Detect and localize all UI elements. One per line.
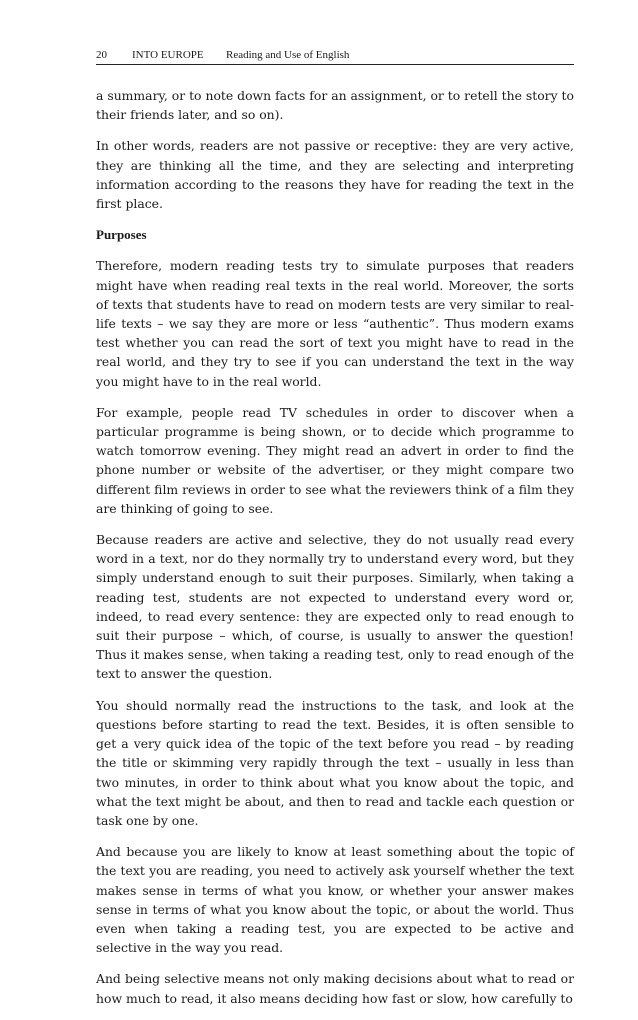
book-title: Reading and Use of English (226, 49, 350, 61)
section-heading: Purposes (96, 227, 147, 243)
body-text (96, 86, 574, 1020)
paragraph-4: For example, people read TV schedules in order to discover when a particular programme is being shown, or to decide which programme to watch tomorrow evening. They might read an advert in order to find the phone number or website of the advertiser, or they might compare two different film reviews in order to see what the reviewers think of a film they are thinking of going to see. (96, 404, 574, 516)
paragraph-6: You should normally read the instructions to the task, and look at the questions before starting to read the text. Besides, it is often sensible to get a very quick idea of the topic of the text before you read – by reading the title or skimming very rapidly through the text – usually in less than two minutes, in order to think about what you know about the topic, and what the text might be about, and then to read and tackle each question or task one by one. (96, 697, 574, 828)
paragraph-5: Because readers are active and selective, they do not usually read every word in a text, nor do they normally try to understand every word, but they simply understand enough to suit their purposes. Similarly, when taking a reading test, students are not expected to understand every word or, indeed, to read every sentence: they are expected only to read enough to suit their purpose – which, of course, is usually to answer the question! Thus it makes sense, when taking a reading test, only to read enough of the text to answer the question. (96, 532, 574, 682)
paragraph-7: And because you are likely to know at least something about the topic of the text you are reading, you need to actively ask yourself whether the text makes sense in terms of what you know, or whether your answer makes sense in terms of what you know about the topic, or about the world. Thus even when taking a reading test, you are expected to be active and selective in the way you read. (96, 844, 574, 956)
running-header (96, 48, 574, 65)
paragraph-1: a summary, or to note down facts for an assignment, or to retell the story to their friends later, and so on). (96, 88, 574, 123)
paragraph-2: In other words, readers are not passive or receptive: they are very active, they are thinking all the time, and they are selecting and interpreting information according to the reasons they have for reading the text in the first place. (96, 138, 574, 212)
paragraph-8: And being selective means not only making decisions about what to read or how much to read, it also means deciding how fast or slow, how carefully to (96, 971, 574, 1006)
page-number: 20 (96, 49, 107, 61)
paragraph-3: Therefore, modern reading tests try to simulate purposes that readers might have when reading real texts in the real world. Moreover, the sorts of texts that students have to read on modern tests are very similar to real-life texts – we say they are more or less “authentic”. Thus modern exams test whether you can read the sort of text you might have to read in the real world, and they try to see if you can understand the text in the way you might have to in the real world. (96, 258, 574, 389)
series-title: INTO EUROPE (132, 49, 204, 61)
